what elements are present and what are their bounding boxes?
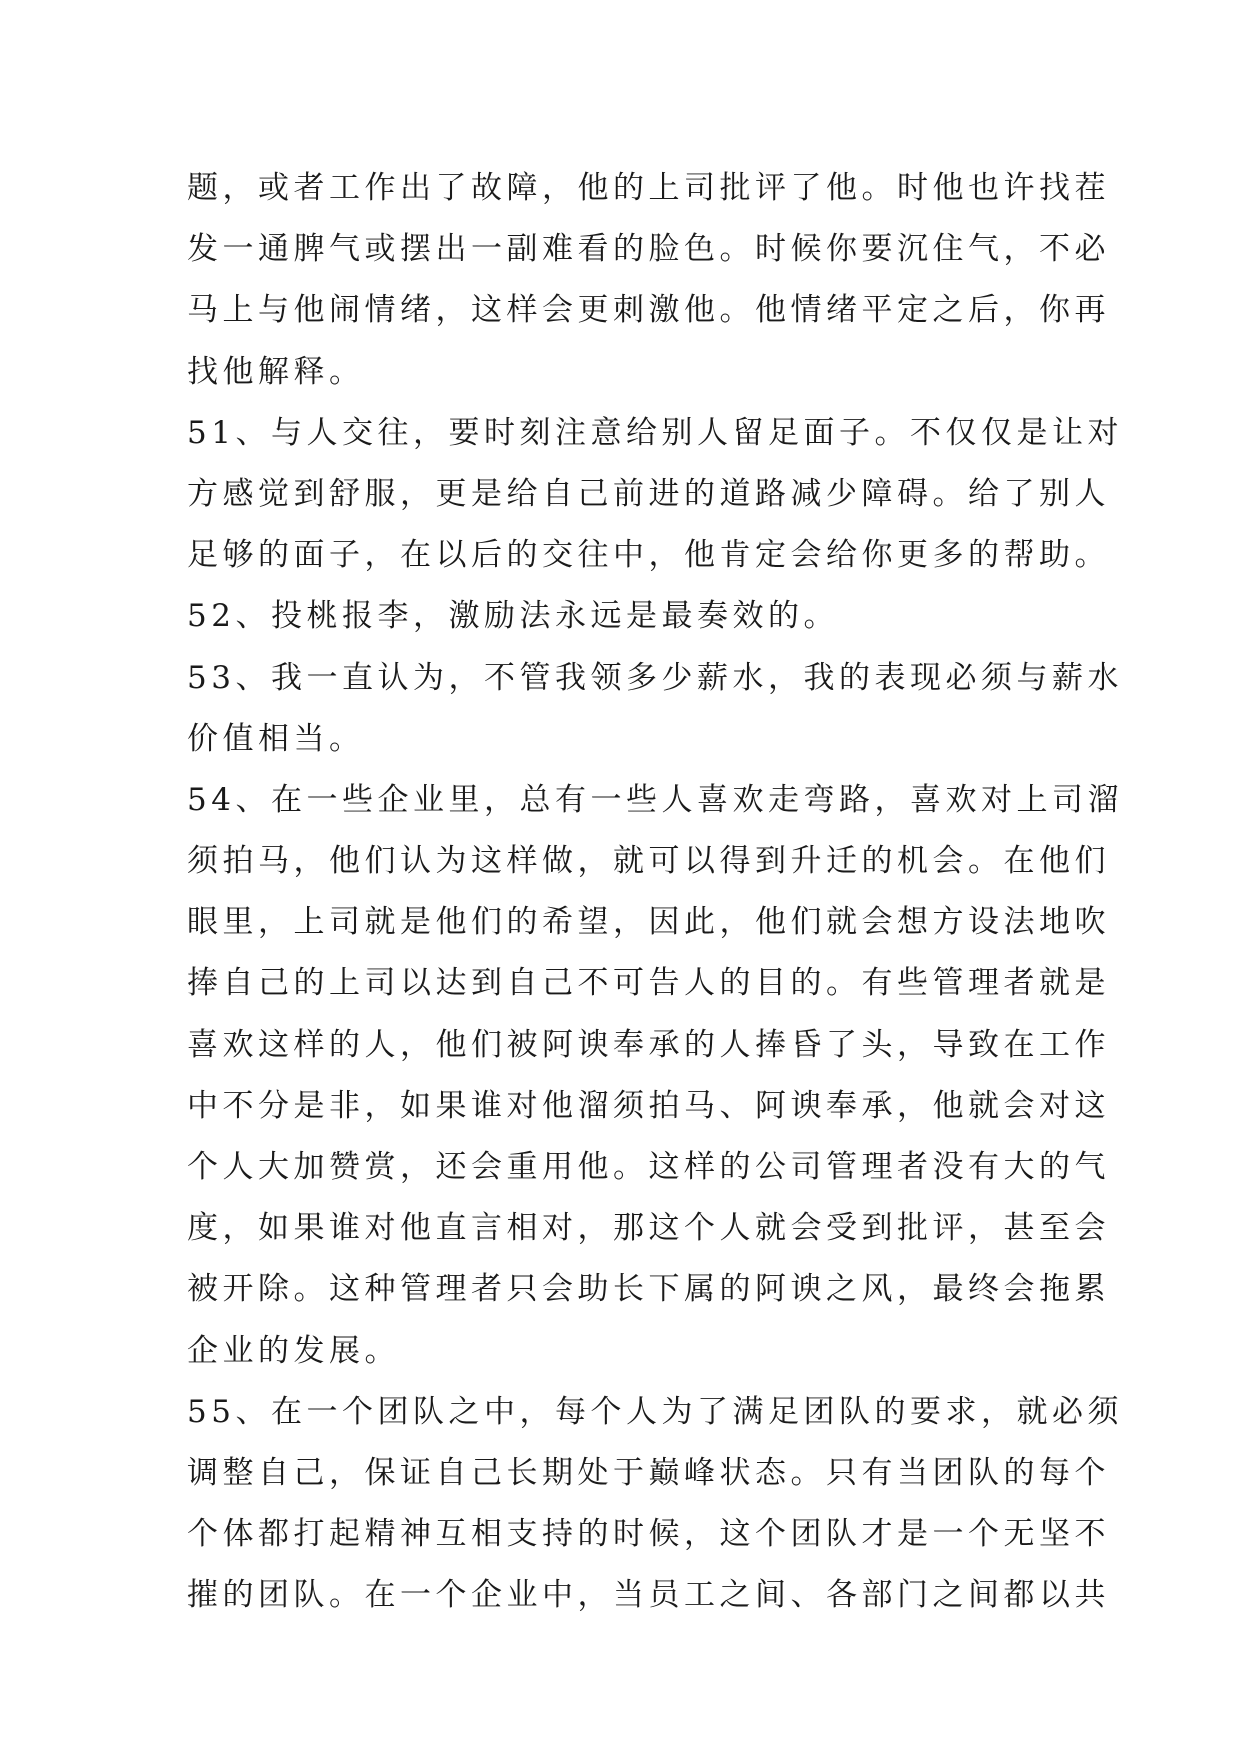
text-line: 题，或者工作出了故障，他的上司批评了他。时他也许找茬	[187, 170, 1110, 206]
text-line: 摧的团队。在一个企业中，当员工之间、各部门之间都以共	[187, 1577, 1110, 1614]
body-text	[187, 158, 1123, 1627]
text-line: 眼里，上司就是他们的希望，因此，他们就会想方设法地吹	[187, 904, 1110, 941]
text-line: 企业的发展。	[187, 1332, 400, 1369]
text-line: 55、在一个团队之中，每个人为了满足团队的要求，就必须	[187, 1393, 1123, 1430]
text-line: 价值相当。	[187, 720, 365, 757]
text-line: 捧自己的上司以达到自己不可告人的目的。有些管理者就是	[187, 965, 1110, 1002]
text-line: 54、在一些企业里，总有一些人喜欢走弯路，喜欢对上司溜	[187, 781, 1123, 818]
text-line: 方感觉到舒服，更是给自己前进的道路减少障碍。给了别人	[187, 475, 1110, 512]
text-line: 个体都打起精神互相支持的时候，这个团队才是一个无坚不	[187, 1516, 1110, 1553]
text-line: 个人大加赞赏，还会重用他。这样的公司管理者没有大的气	[187, 1149, 1110, 1185]
text-line: 马上与他闹情绪，这样会更刺激他。他情绪平定之后，你再	[187, 292, 1110, 329]
text-line: 喜欢这样的人，他们被阿谀奉承的人捧昏了头，导致在工作	[187, 1026, 1110, 1063]
text-line: 找他解释。	[187, 353, 365, 390]
text-line: 被开除。这种管理者只会助长下属的阿谀之风，最终会拖累	[187, 1271, 1110, 1308]
text-line: 53、我一直认为，不管我领多少薪水，我的表现必须与薪水	[187, 659, 1123, 696]
text-line: 度，如果谁对他直言相对，那这个人就会受到批评，甚至会	[187, 1210, 1110, 1247]
text-line: 足够的面子，在以后的交往中，他肯定会给你更多的帮助。	[187, 537, 1110, 574]
text-line: 52、投桃报李，激励法永远是最奏效的。	[187, 598, 839, 635]
text-line: 发一通脾气或摆出一副难看的脸色。时候你要沉住气，不必	[187, 231, 1110, 268]
text-line: 调整自己，保证自己长期处于巅峰状态。只有当团队的每个	[187, 1454, 1110, 1491]
text-line: 中不分是非，如果谁对他溜须拍马、阿谀奉承，他就会对这	[187, 1087, 1110, 1124]
text-line: 51、与人交往，要时刻注意给别人留足面子。不仅仅是让对	[187, 414, 1123, 451]
text-line: 须拍马，他们认为这样做，就可以得到升迁的机会。在他们	[187, 843, 1110, 880]
